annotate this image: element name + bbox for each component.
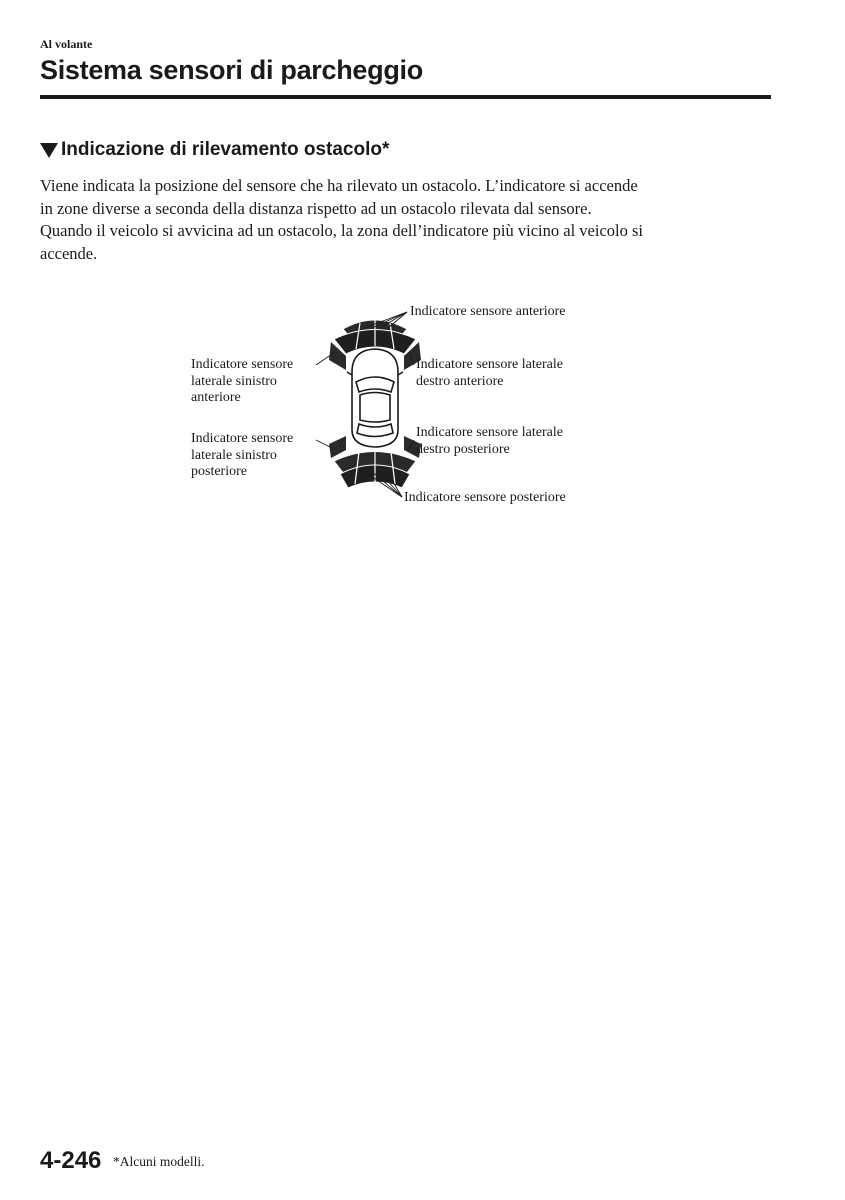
page-number: 4-246 [40,1147,102,1174]
body-line: Viene indicata la posizione del sensore che ha rilevato un ostacolo. L’indicatore si accende [40,176,638,195]
label-right-rear-sensor: Indicatore sensore laterale destro posteriore [416,425,563,457]
label-rear-sensor: Indicatore sensore posteriore [404,490,566,505]
footnote: *Alcuni modelli. [113,1154,205,1169]
label-right-front-sensor: Indicatore sensore laterale destro anteriore [416,357,563,389]
section-label: Al volante [40,37,93,51]
label-front-sensor: Indicatore sensore anteriore [410,304,566,319]
car-body [352,349,398,447]
left-rear-zone [329,436,346,458]
rear-indicator-zones [334,448,416,488]
car-top-view [347,349,403,447]
body-line: Quando il veicolo si avvicina ad un ostacolo, la zona dell’indicatore più vicino al veicolo si [40,221,643,240]
label-left-front-sensor: Indicatore sensore laterale sinistro anteriore [191,357,294,405]
body-line: accende. [40,243,98,263]
body-line: in zone diverse a seconda della distanza rispetto ad un ostacolo rilevata dal sensore. [40,198,592,218]
page-title: Sistema sensori di parcheggio [40,55,423,85]
subheading-text: Indicazione di rilevamento ostacolo* [61,139,390,160]
label-left-rear-sensor: Indicatore sensore laterale sinistro posteriore [191,431,294,479]
